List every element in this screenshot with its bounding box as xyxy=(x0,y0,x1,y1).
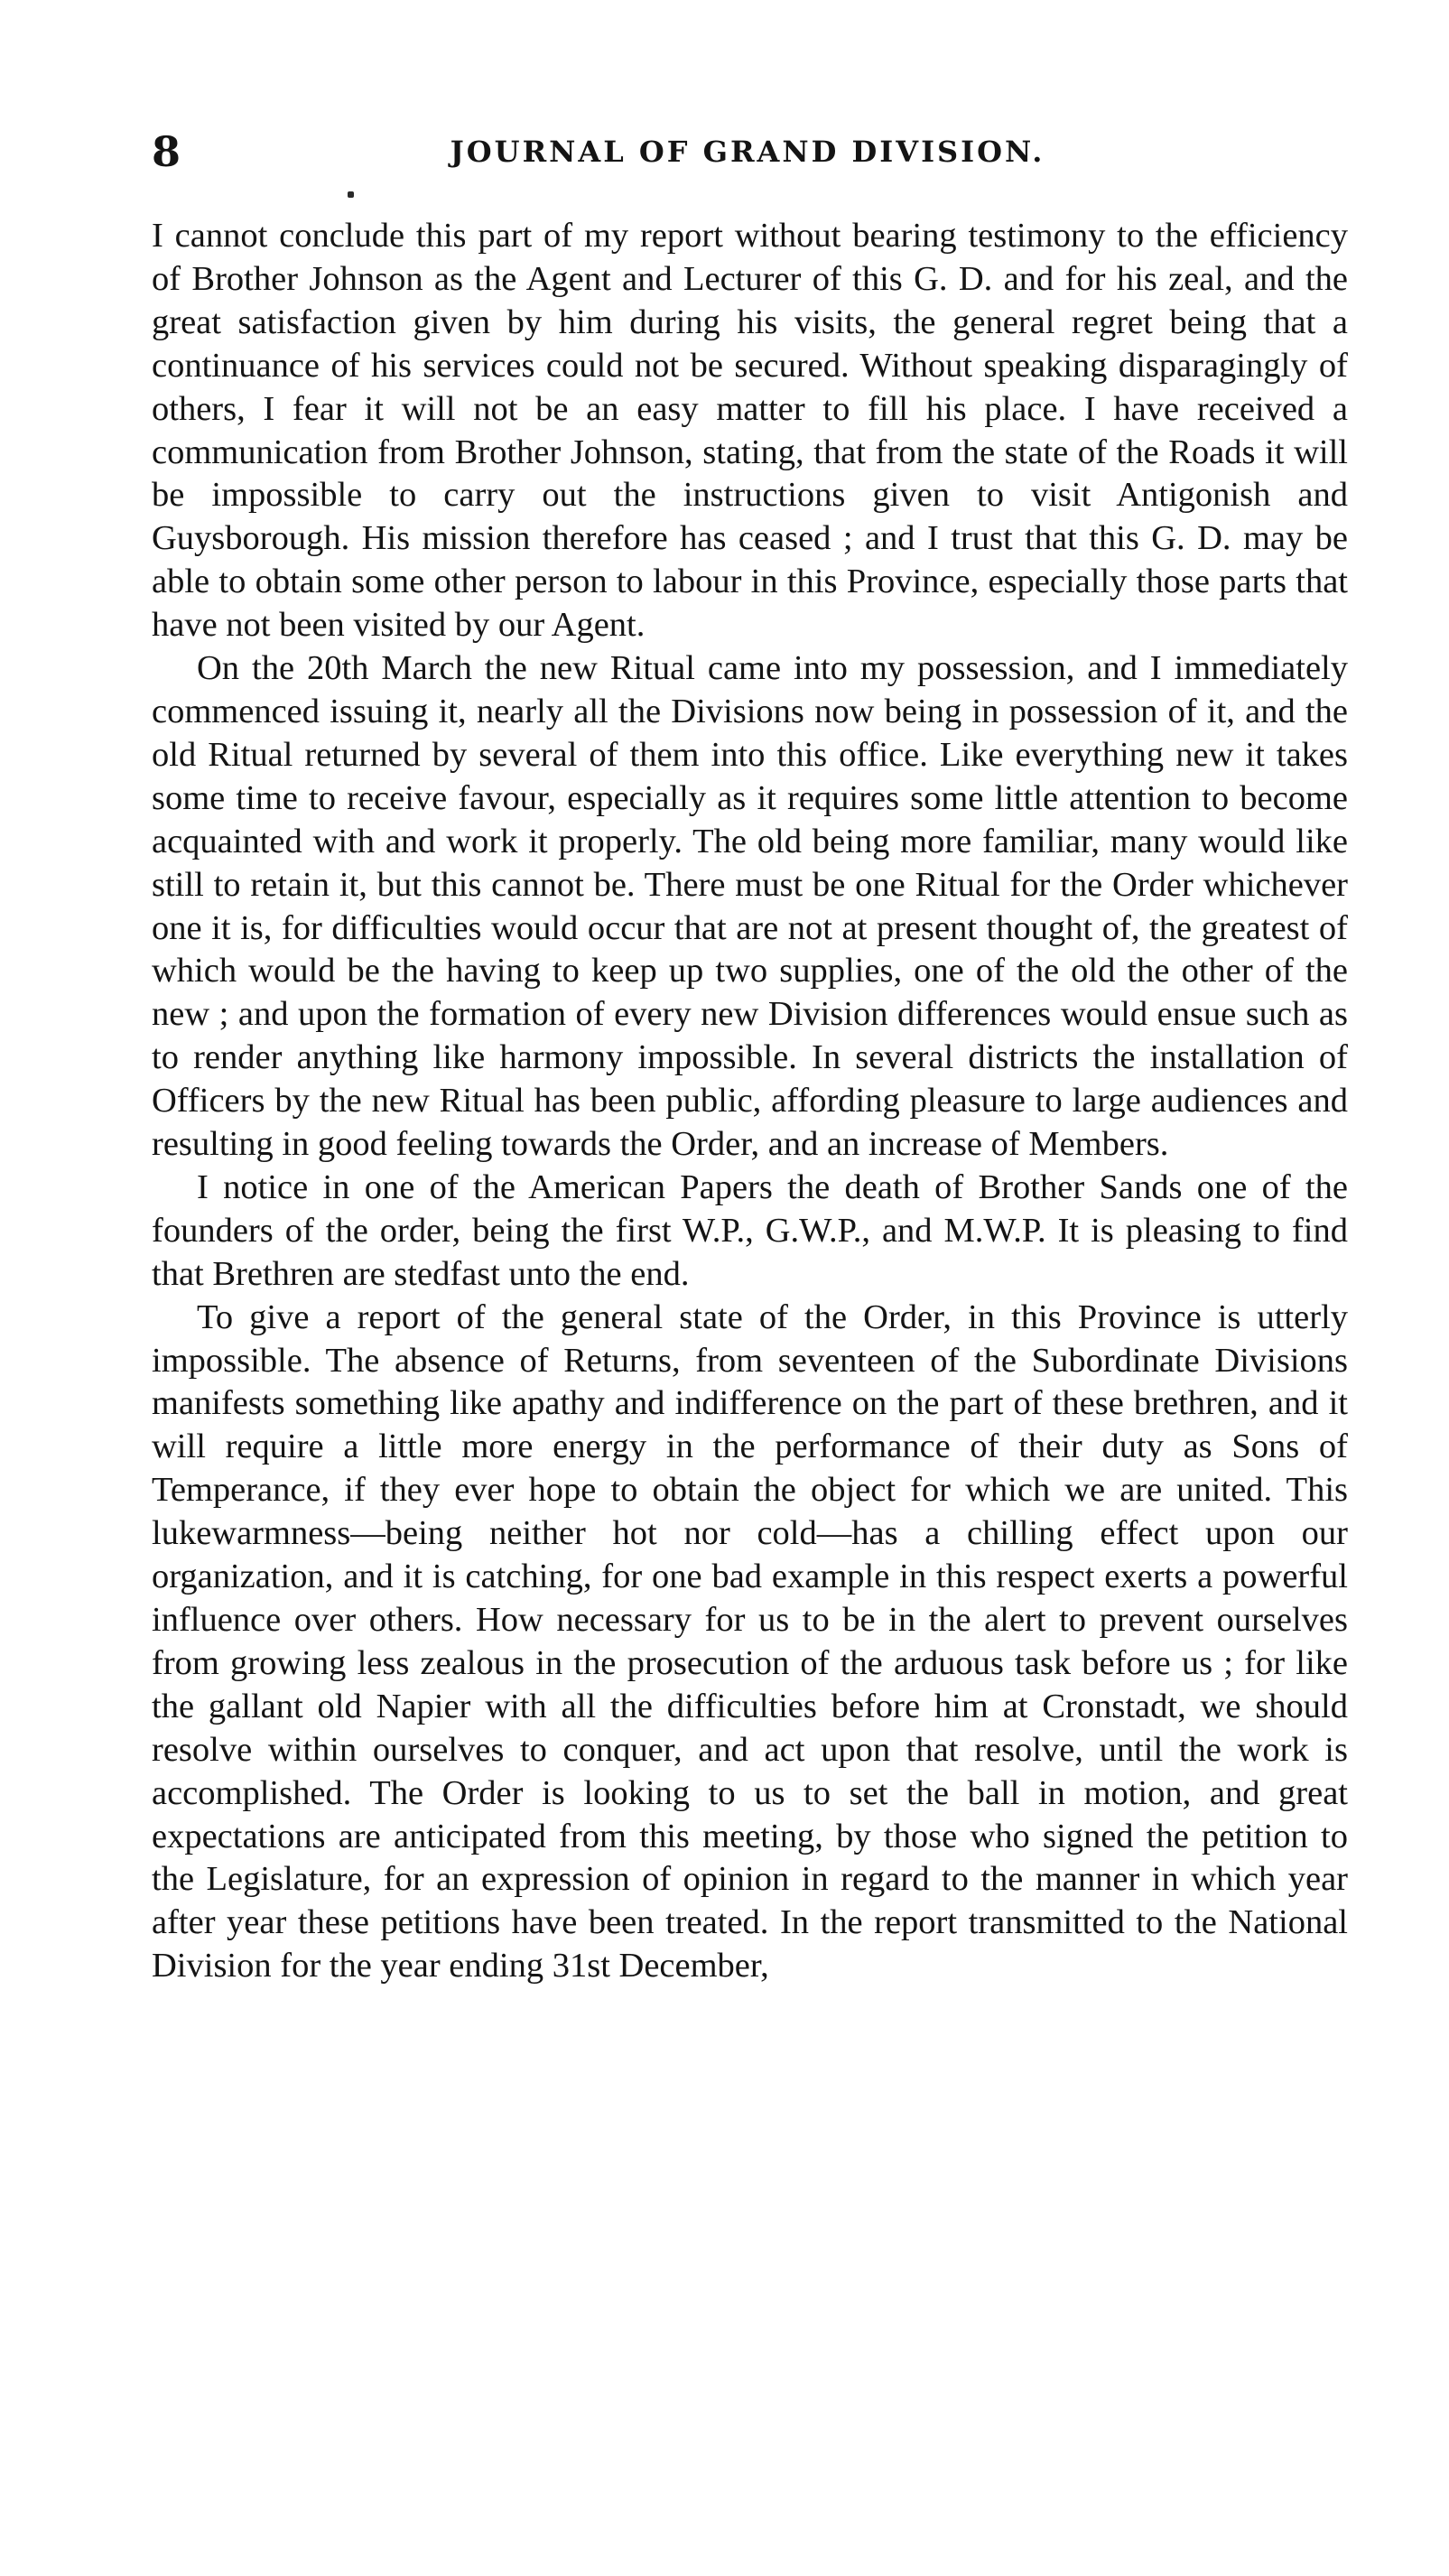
ink-speck xyxy=(348,191,354,198)
body-text xyxy=(152,215,1348,1988)
paragraph-new-ritual: On the 20th March the new Ritual came into my possession, and I immediately commenced issuing it, nearly all the Divisions now being in possession of it, and the old Ritual returned by several of them into this office. Like everything new it takes some time to receive favour, especially as it requires some little attention to become acquainted with and work it properly. The old being more familiar, many would like still to retain it, but this cannot be. There must be one Ritual for the Order whichever one it is, for difficulties would occur that are not at present thought of, the greatest of which would be the having to keep up two supplies, one of the old the other of the new ; and upon the formation of every new Division differences would ensue such as to render anything like harmony impossible. In several districts the installation of Officers by the new Ritual has been public, affording pleasure to large audiences and resulting in good feeling towards the Order, and an increase of Members. xyxy=(152,649,1348,1164)
paragraph-agent-testimony: I cannot conclude this part of my report without bearing testimony to the efficiency of Brother Johnson as the Agent and Lecturer of this G. D. and for his zeal, and the great satisfaction given by him during his visits, the general regret being that a continuance of his services could not be secured. Without speaking disparagingly of others, I fear it will not be an easy matter to fill his place. I have received a communication from Brother Johnson, stating, that from the state of the Roads it will be impossible to carry out the instructions given to visit Antigonish and Guysborough. His mission therefore has ceased ; and I trust that this G. D. may be able to obtain some other person to labour in this Province, especially those parts that have not been visited by our Agent. xyxy=(152,217,1348,645)
paragraph-brother-sands: I notice in one of the American Papers the death of Brother Sands one of the founders of the order, being the first W.P., G.W.P., and M.W.P. It is pleasing to find that Brethren are stedfast unto the end. xyxy=(152,1167,1348,1293)
page-number: 8 xyxy=(152,127,181,176)
paragraph-state-of-order: To give a report of the general state of the Order, in this Province is utterly impossible. The absence of Returns, from seventeen of the Subordinate Divisions manifests something like apathy and indifference on the part of these brethren, and it will require a little more energy in the performance of their duty as Sons of Temperance, if they ever hope to obtain the object for which we are united. This lukewarmness—being neither hot nor cold—has a chilling effect upon our organization, and it is catching, for one bad example in this respect exerts a powerful influence over others. How necessary for us to be in the alert to prevent ourselves from growing less zealous in the prosecution of the arduous task before us ; for like the gallant old Napier with all the difficulties before him at Cronstadt, we should resolve within ourselves to conquer, and act upon that resolve, until the work is accomplished. The Order is looking to us to set the ball in motion, and great expectations are anticipated from this meeting, by those who signed the petition to the Legislature, for an expression of opinion in regard to the manner in which year after year these petitions have been treated. In the report transmitted to the National Division for the year ending 31st December, xyxy=(152,1297,1348,1985)
running-title: JOURNAL OF GRAND DIVISION. xyxy=(450,135,1045,169)
running-head xyxy=(152,125,1343,179)
